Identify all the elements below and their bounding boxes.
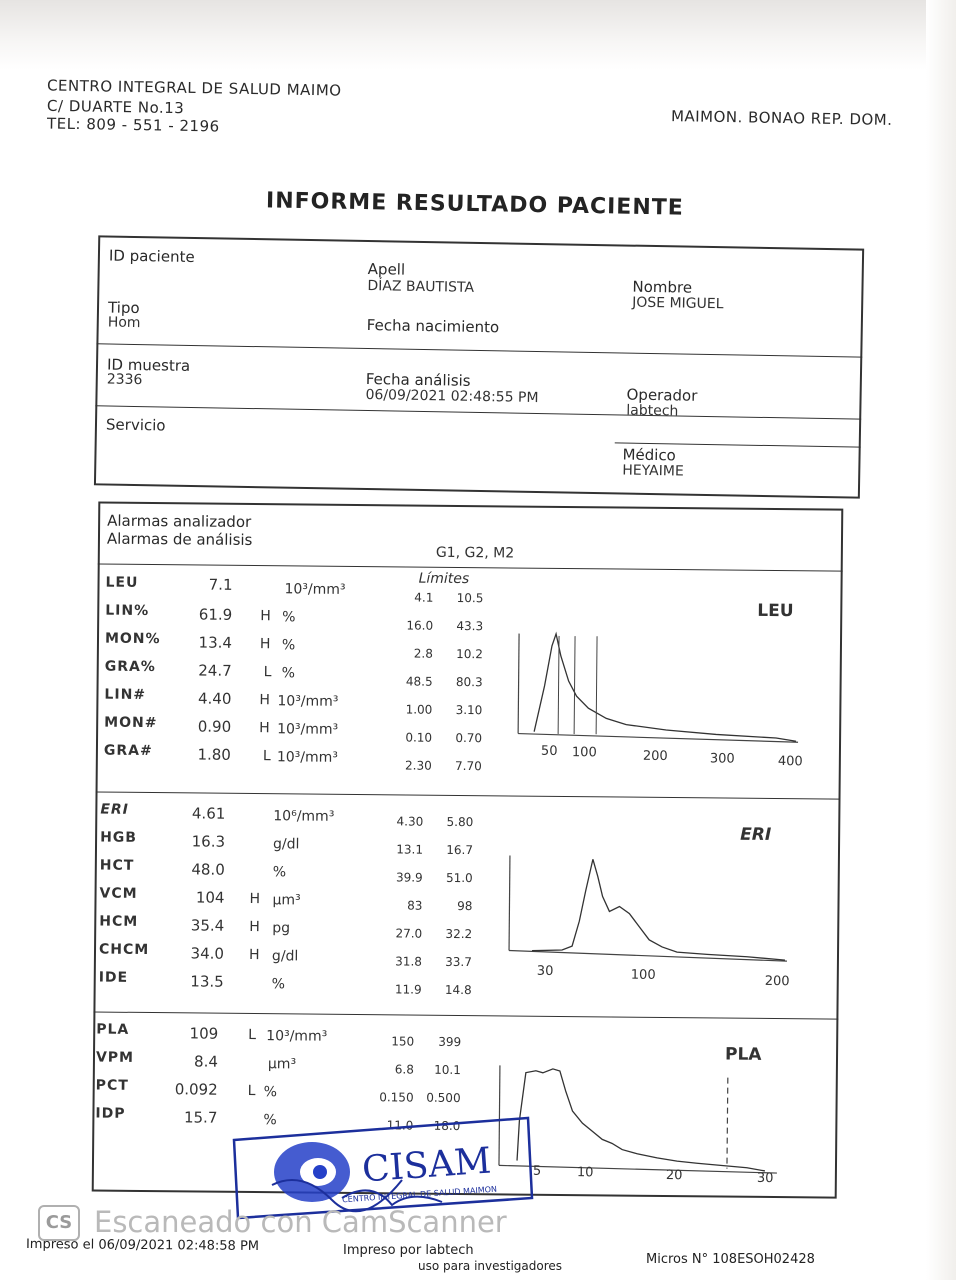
leu-tick: 300 <box>709 751 735 767</box>
param-value: 7.1 <box>208 575 233 594</box>
limit-high: 14.8 <box>444 982 472 998</box>
param-name: IDP <box>95 1105 126 1122</box>
param-flag: L <box>263 664 272 681</box>
param-name: HCT <box>99 857 135 874</box>
param-name: GRA% <box>104 658 156 676</box>
clinic-stamp <box>232 1110 532 1220</box>
leu-tick: 400 <box>777 754 803 770</box>
clinic-name: CENTRO INTEGRAL DE SALUD MAIMO <box>46 76 342 100</box>
limit-high: 98 <box>457 898 473 914</box>
limit-low: 4.30 <box>396 814 424 829</box>
limit-high: 399 <box>438 1034 462 1050</box>
param-name: VCM <box>99 885 138 902</box>
param-flag: H <box>259 692 271 709</box>
limit-high: 7.70 <box>455 758 482 774</box>
limits-header: Límites <box>418 570 470 588</box>
param-value: 8.4 <box>194 1052 219 1071</box>
sample-id-value: 2336 <box>106 371 143 389</box>
param-unit: 10³/mm³ <box>276 749 338 766</box>
param-value: 34.0 <box>190 944 225 963</box>
printed-date: Impreso el 06/09/2021 02:48:58 PM <box>25 1236 260 1255</box>
param-flag: H <box>260 608 271 625</box>
type-label: Tipo <box>107 298 140 318</box>
param-name: PCT <box>95 1077 129 1094</box>
sample-id-label: ID muestra <box>106 355 191 375</box>
limit-low: 13.1 <box>396 842 424 857</box>
param-unit: % <box>272 864 287 881</box>
param-unit: μm³ <box>272 892 301 909</box>
param-value: 0.092 <box>174 1080 218 1099</box>
limit-low: 2.8 <box>413 646 433 661</box>
birth-date-label: Fecha nacimiento <box>366 316 500 337</box>
leu-tick: 50 <box>540 743 558 759</box>
name-label: Nombre <box>632 277 693 297</box>
instrument-serial: Micros N° 108ESOH02428 <box>646 1252 815 1267</box>
param-name: MON# <box>104 714 158 732</box>
param-value: 1.80 <box>197 745 231 764</box>
param-value: 15.7 <box>183 1108 218 1127</box>
param-value: 4.61 <box>191 804 226 823</box>
stamp-subtitle: CENTRO INTEGRAL DE SALUD MAIMON <box>341 1184 498 1205</box>
operator-label: Operador <box>626 385 698 405</box>
leu-threshold-1 <box>558 636 559 734</box>
leu-tick: 100 <box>571 745 597 761</box>
param-unit: % <box>281 637 296 654</box>
param-unit: 10³/mm³ <box>266 1028 328 1045</box>
param-name: LIN% <box>105 602 150 620</box>
param-flag: L <box>262 748 271 765</box>
param-value: 13.4 <box>198 633 233 652</box>
param-name: CHCM <box>98 941 150 959</box>
usage-note: uso para investigadores <box>418 1259 563 1273</box>
operator-value: labtech <box>626 402 679 420</box>
param-name: HGB <box>100 829 138 846</box>
leu-x-axis <box>518 734 798 743</box>
eri-tick: 200 <box>764 973 790 990</box>
param-value: 4.40 <box>197 689 232 708</box>
limit-low: 0.10 <box>405 730 433 745</box>
pla-tick: 30 <box>756 1170 774 1187</box>
limit-low: 11.0 <box>386 1118 414 1133</box>
param-value: 61.9 <box>198 605 233 624</box>
param-name: PLA <box>96 1021 130 1038</box>
param-value: 109 <box>189 1024 219 1043</box>
param-unit: 10³/mm³ <box>277 721 339 738</box>
eri-histogram <box>507 850 793 968</box>
limit-high: 33.7 <box>445 954 472 970</box>
param-value: 104 <box>195 888 225 907</box>
limit-low: 4.1 <box>414 590 434 605</box>
stamp-name: CISAM <box>360 1140 493 1191</box>
param-name: LIN# <box>104 686 147 703</box>
param-value: 24.7 <box>198 661 232 680</box>
param-value: 13.5 <box>190 972 224 991</box>
limit-low: 39.9 <box>395 870 423 885</box>
param-flag: L <box>248 1026 257 1044</box>
clinic-phone: TEL: 809 - 551 - 2196 <box>46 114 220 136</box>
param-name: LEU <box>105 574 139 591</box>
param-name: ERI <box>100 801 130 818</box>
param-name: HCM <box>99 913 139 930</box>
limit-high: 10.2 <box>456 646 483 662</box>
leu-histogram-title: LEU <box>757 600 794 622</box>
param-flag: H <box>259 720 270 737</box>
eri-histogram-title: ERI <box>740 824 772 845</box>
param-value: 35.4 <box>190 916 225 935</box>
param-unit: pg <box>272 920 291 937</box>
limit-low: 31.8 <box>395 954 422 969</box>
param-unit: % <box>282 609 296 626</box>
limit-low: 16.0 <box>406 618 434 633</box>
limit-low: 6.8 <box>394 1062 414 1077</box>
limit-low: 27.0 <box>395 926 423 941</box>
pla-tick: 20 <box>665 1167 683 1184</box>
leu-threshold-2 <box>574 636 575 734</box>
pla-curve <box>517 1069 766 1171</box>
param-name: VPM <box>95 1049 135 1066</box>
param-unit: μm³ <box>267 1056 297 1073</box>
limit-high: 10.1 <box>434 1062 461 1078</box>
param-unit: 10⁶/mm³ <box>273 808 335 825</box>
doctor-value: HEYAIME <box>622 462 684 480</box>
limit-high: 18.0 <box>433 1118 461 1134</box>
patient-id-label: ID paciente <box>108 246 195 267</box>
analysis-alarms-label: Alarmas de análisis <box>106 529 253 549</box>
pla-tick: 5 <box>532 1163 542 1179</box>
clinic-location: MAIMON. BONAO REP. DOM. <box>670 107 893 129</box>
analysis-alarms-value: G1, G2, M2 <box>435 544 515 562</box>
limit-low: 1.00 <box>405 702 433 717</box>
limit-high: 3.10 <box>455 702 483 718</box>
pla-histogram <box>497 1060 783 1175</box>
eri-y-axis <box>509 855 510 950</box>
eri-tick: 100 <box>630 967 656 983</box>
leu-curve <box>534 634 797 742</box>
param-unit: % <box>263 1112 277 1129</box>
param-flag: H <box>249 918 260 936</box>
analysis-date-value: 06/09/2021 02:48:55 PM <box>365 387 539 407</box>
limit-high: 16.7 <box>446 842 474 858</box>
limit-high: 80.3 <box>455 674 483 690</box>
name-value: JOSE MIGUEL <box>632 294 724 313</box>
param-unit: % <box>263 1084 278 1101</box>
analysis-date-label: Fecha análisis <box>365 370 471 390</box>
pla-tick: 10 <box>576 1165 594 1181</box>
param-flag: H <box>259 636 271 653</box>
camscanner-watermark: Escaneado con CamScanner <box>94 1205 507 1239</box>
surname-value: DÍAZ BAUTISTA <box>367 278 475 296</box>
limit-high: 5.80 <box>446 814 474 830</box>
limit-high: 0.70 <box>455 730 483 746</box>
param-unit: 10³/mm³ <box>284 581 346 598</box>
param-value: 0.90 <box>197 717 232 736</box>
param-flag: L <box>247 1082 256 1100</box>
eri-x-axis <box>509 950 787 961</box>
limit-low: 48.5 <box>405 674 433 689</box>
leu-threshold-3 <box>596 636 597 734</box>
leu-y-axis <box>518 634 519 734</box>
limit-high: 43.3 <box>456 618 484 634</box>
limit-low: 83 <box>407 898 423 913</box>
leu-tick: 200 <box>642 748 668 764</box>
report-title: INFORME RESULTADO PACIENTE <box>265 188 684 221</box>
param-value: 16.3 <box>191 832 226 851</box>
param-unit: g/dl <box>271 948 299 965</box>
limit-low: 150 <box>391 1034 415 1049</box>
doctor-label: Médico <box>622 445 676 465</box>
param-flag: H <box>249 890 261 908</box>
leu-histogram <box>516 626 802 749</box>
param-unit: 10³/mm³ <box>277 693 339 710</box>
param-name: MON% <box>104 630 161 648</box>
pla-histogram-title: PLA <box>724 1044 762 1065</box>
camscanner-logo-icon: CS <box>38 1205 80 1241</box>
limit-high: 10.5 <box>456 590 484 606</box>
eri-tick: 30 <box>536 963 554 979</box>
param-value: 48.0 <box>191 860 225 879</box>
eri-curve <box>532 859 786 960</box>
limit-high: 51.0 <box>445 870 473 886</box>
limit-high: 32.2 <box>445 926 473 942</box>
limit-low: 2.30 <box>405 758 432 773</box>
param-unit: % <box>281 665 296 682</box>
pla-threshold <box>727 1078 728 1169</box>
param-unit: g/dl <box>272 836 300 853</box>
param-name: GRA# <box>103 742 153 760</box>
surname-label: Apell <box>367 260 406 279</box>
type-value: Hom <box>107 314 141 332</box>
clinic-address: C/ DUARTE No.13 <box>46 96 185 118</box>
limit-low: 0.150 <box>379 1090 414 1105</box>
limit-low: 11.9 <box>394 982 422 997</box>
service-label: Servicio <box>105 415 166 435</box>
param-unit: % <box>271 976 286 993</box>
param-name: IDE <box>98 969 129 986</box>
param-flag: H <box>248 946 260 964</box>
analyzer-alarms-label: Alarmas analizador <box>107 511 252 531</box>
printed-by: Impreso por labtech <box>343 1243 474 1258</box>
limit-high: 0.500 <box>426 1090 461 1106</box>
